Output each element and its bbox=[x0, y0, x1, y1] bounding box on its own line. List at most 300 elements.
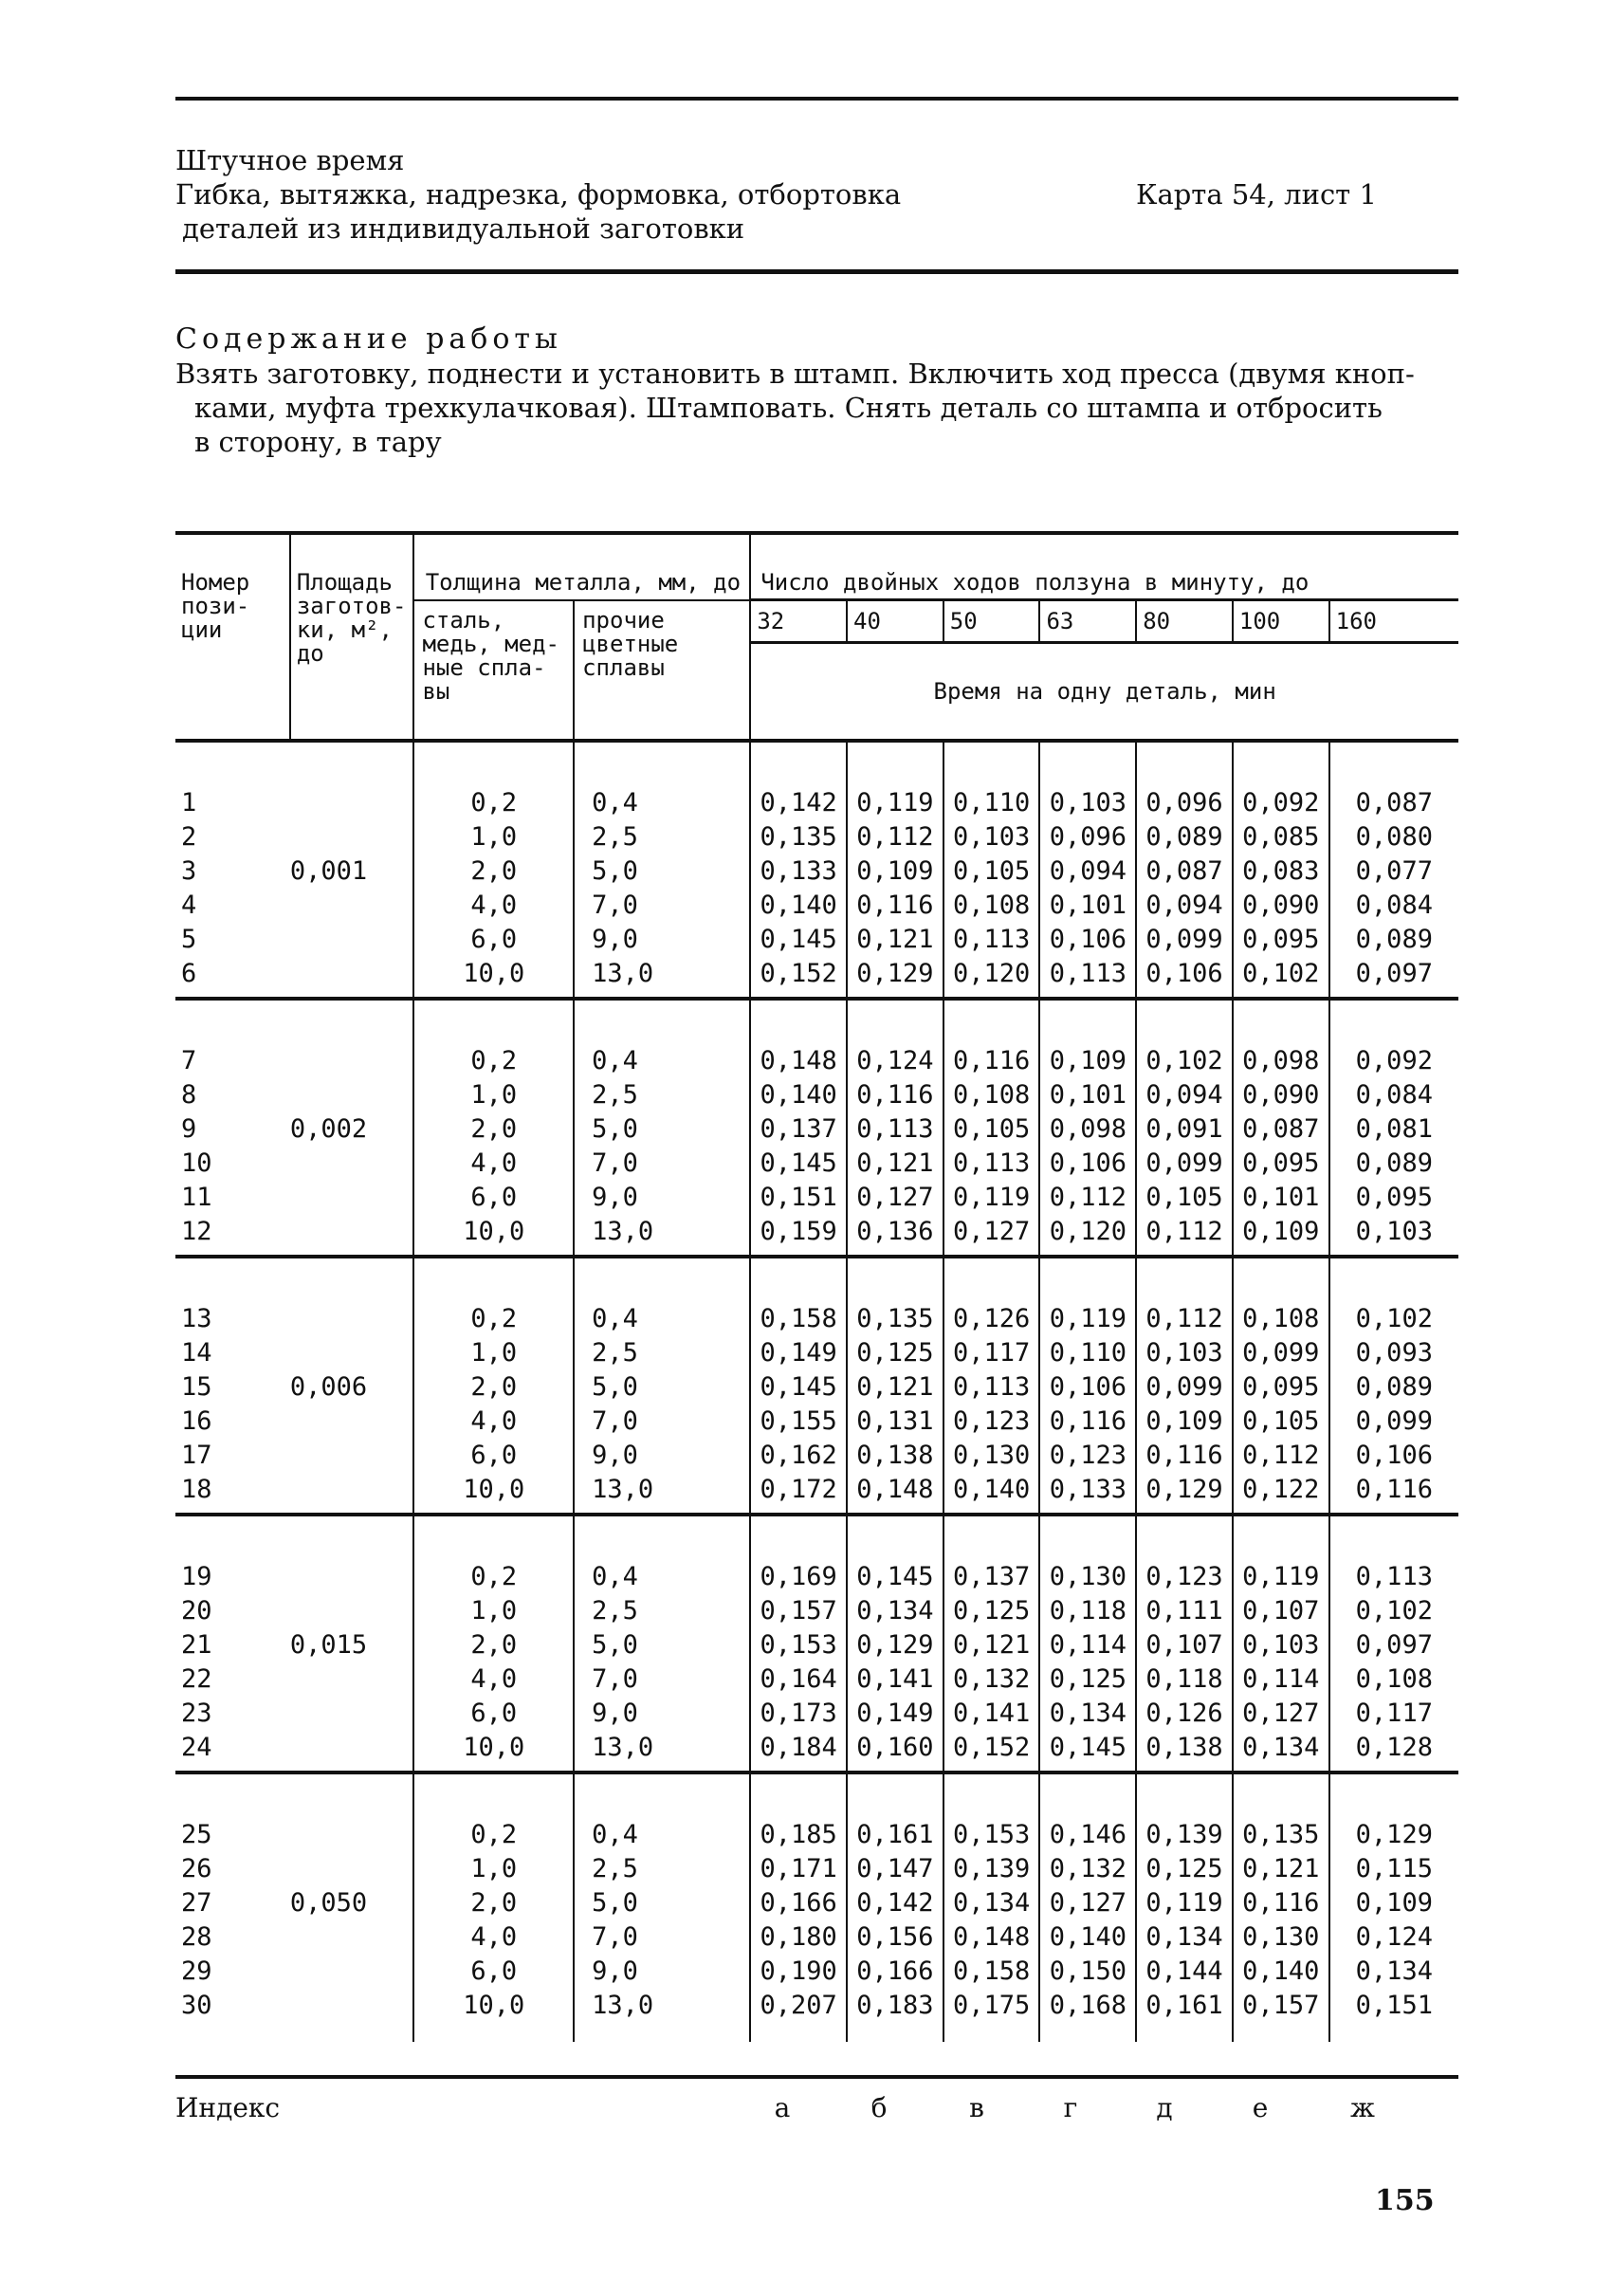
time-value: 0,112 bbox=[847, 820, 943, 854]
table-row bbox=[175, 889, 1458, 923]
time-value: 0,087 bbox=[1233, 1112, 1329, 1147]
rpm-32: 32 bbox=[750, 600, 847, 643]
position-number: 28 bbox=[181, 1922, 212, 1952]
card-number: Карта 54, лист 1 bbox=[1136, 178, 1377, 211]
thickness-other: 5,0 bbox=[574, 1628, 750, 1662]
time-value: 0,103 bbox=[1355, 1217, 1433, 1246]
time-value: 0,151 bbox=[1355, 1991, 1433, 2020]
time-value: 0,121 bbox=[1233, 1852, 1329, 1886]
time-value: 0,140 bbox=[1039, 1920, 1136, 1955]
header-line-3: деталей из индивидуальной заготовки bbox=[182, 212, 745, 245]
time-value: 0,180 bbox=[750, 1920, 847, 1955]
time-value: 0,153 bbox=[750, 1628, 847, 1662]
area-value bbox=[290, 786, 414, 820]
rpm-80: 80 bbox=[1136, 600, 1233, 643]
rpm-40: 40 bbox=[847, 600, 943, 643]
time-value: 0,130 bbox=[943, 1439, 1040, 1473]
thickness-steel: 6,0 bbox=[413, 1955, 574, 1989]
col-header-steel: сталь, медь, мед- ные спла- вы bbox=[413, 600, 574, 740]
time-value: 0,129 bbox=[1136, 1473, 1233, 1507]
thickness-other: 2,5 bbox=[574, 1852, 750, 1886]
thickness-other: 7,0 bbox=[574, 889, 750, 923]
time-value: 0,161 bbox=[1136, 1989, 1233, 2023]
thickness-other: 13,0 bbox=[574, 1731, 750, 1765]
time-value: 0,121 bbox=[847, 1370, 943, 1405]
time-value: 0,133 bbox=[750, 854, 847, 889]
time-value: 0,096 bbox=[1039, 820, 1136, 854]
time-value: 0,138 bbox=[847, 1439, 943, 1473]
content-title: Содержание работы bbox=[175, 322, 562, 356]
thickness-steel: 10,0 bbox=[413, 957, 574, 991]
area-value bbox=[290, 1405, 414, 1439]
time-value: 0,108 bbox=[943, 1078, 1040, 1112]
time-value: 0,119 bbox=[1233, 1560, 1329, 1594]
time-value: 0,148 bbox=[750, 1044, 847, 1078]
row-group bbox=[175, 1515, 1458, 1773]
time-value: 0,183 bbox=[847, 1989, 943, 2023]
thickness-steel: 1,0 bbox=[413, 1852, 574, 1886]
position-number: 18 bbox=[181, 1475, 212, 1504]
rpm-63: 63 bbox=[1039, 600, 1136, 643]
time-value: 0,089 bbox=[1136, 820, 1233, 854]
time-value: 0,125 bbox=[943, 1594, 1040, 1628]
area-value bbox=[290, 1473, 414, 1507]
table-row bbox=[175, 1628, 1458, 1662]
time-value: 0,114 bbox=[1039, 1628, 1136, 1662]
time-value: 0,125 bbox=[1039, 1662, 1136, 1697]
time-value: 0,106 bbox=[1039, 1147, 1136, 1181]
time-value: 0,132 bbox=[1039, 1852, 1136, 1886]
table-row bbox=[175, 1044, 1458, 1078]
time-value: 0,095 bbox=[1233, 1370, 1329, 1405]
time-value: 0,111 bbox=[1136, 1594, 1233, 1628]
thickness-steel: 2,0 bbox=[413, 1886, 574, 1920]
time-value: 0,077 bbox=[1355, 856, 1433, 886]
time-value: 0,109 bbox=[1039, 1044, 1136, 1078]
time-label: Время на одну деталь, мин bbox=[933, 677, 1276, 705]
index-label: Индекс bbox=[175, 2092, 281, 2123]
position-number: 13 bbox=[181, 1304, 212, 1333]
time-value: 0,145 bbox=[750, 1370, 847, 1405]
position-number: 10 bbox=[181, 1148, 212, 1178]
time-value: 0,084 bbox=[1355, 891, 1433, 920]
time-value: 0,102 bbox=[1355, 1304, 1433, 1333]
time-value: 0,129 bbox=[847, 957, 943, 991]
time-value: 0,125 bbox=[1136, 1852, 1233, 1886]
top-rule bbox=[175, 97, 1458, 101]
area-value bbox=[290, 1181, 414, 1215]
time-value: 0,169 bbox=[750, 1560, 847, 1594]
time-value: 0,158 bbox=[943, 1955, 1040, 1989]
time-value: 0,106 bbox=[1039, 923, 1136, 957]
time-value: 0,141 bbox=[943, 1697, 1040, 1731]
rpm-160: 160 bbox=[1329, 600, 1458, 643]
area-value bbox=[290, 957, 414, 991]
thickness-steel: 10,0 bbox=[413, 1215, 574, 1249]
area-value bbox=[290, 1955, 414, 1989]
time-value: 0,134 bbox=[1136, 1920, 1233, 1955]
position-number: 16 bbox=[181, 1406, 212, 1436]
time-value: 0,148 bbox=[943, 1920, 1040, 1955]
thickness-steel: 4,0 bbox=[413, 1405, 574, 1439]
time-value: 0,101 bbox=[1233, 1181, 1329, 1215]
time-value: 0,173 bbox=[750, 1697, 847, 1731]
time-value: 0,164 bbox=[750, 1662, 847, 1697]
time-value: 0,112 bbox=[1136, 1302, 1233, 1336]
time-value: 0,109 bbox=[1233, 1215, 1329, 1249]
col-header-other: прочие цветные сплавы bbox=[574, 600, 750, 740]
time-value: 0,101 bbox=[1039, 1078, 1136, 1112]
time-value: 0,099 bbox=[1136, 1147, 1233, 1181]
time-value: 0,137 bbox=[750, 1112, 847, 1147]
table-row bbox=[175, 923, 1458, 957]
time-value: 0,114 bbox=[1233, 1662, 1329, 1697]
content-line: ками, муфта трехкулачковая). Штамповать. Снять деталь со штампа и отбросить bbox=[194, 392, 1383, 424]
time-value: 0,123 bbox=[1039, 1439, 1136, 1473]
table-row bbox=[175, 1405, 1458, 1439]
position-number: 21 bbox=[181, 1630, 212, 1660]
time-value: 0,107 bbox=[1136, 1628, 1233, 1662]
time-value: 0,097 bbox=[1355, 1630, 1433, 1660]
time-value: 0,156 bbox=[847, 1920, 943, 1955]
time-value: 0,101 bbox=[1039, 889, 1136, 923]
time-value: 0,152 bbox=[943, 1731, 1040, 1765]
time-value: 0,161 bbox=[847, 1818, 943, 1852]
time-value: 0,092 bbox=[1233, 786, 1329, 820]
time-value: 0,095 bbox=[1355, 1183, 1433, 1212]
area-value bbox=[290, 1078, 414, 1112]
position-number: 5 bbox=[181, 925, 197, 954]
time-value: 0,150 bbox=[1039, 1955, 1136, 1989]
area-value bbox=[290, 820, 414, 854]
thickness-steel: 0,2 bbox=[413, 1044, 574, 1078]
area-value bbox=[290, 889, 414, 923]
table-row bbox=[175, 854, 1458, 889]
area-value bbox=[290, 923, 414, 957]
time-value: 0,094 bbox=[1039, 854, 1136, 889]
index-b: б bbox=[870, 2092, 888, 2123]
time-value: 0,126 bbox=[1136, 1697, 1233, 1731]
thickness-other: 0,4 bbox=[574, 1302, 750, 1336]
area-value: 0,050 bbox=[290, 1886, 414, 1920]
content-text bbox=[175, 357, 1456, 459]
thickness-steel: 0,2 bbox=[413, 1302, 574, 1336]
time-value: 0,113 bbox=[847, 1112, 943, 1147]
area-value bbox=[290, 1147, 414, 1181]
row-group bbox=[175, 1773, 1458, 2042]
time-value: 0,134 bbox=[1233, 1731, 1329, 1765]
time-value: 0,138 bbox=[1136, 1731, 1233, 1765]
time-value: 0,110 bbox=[1039, 1336, 1136, 1370]
time-value: 0,116 bbox=[847, 889, 943, 923]
thickness-other: 7,0 bbox=[574, 1147, 750, 1181]
row-group bbox=[175, 741, 1458, 999]
thickness-other: 13,0 bbox=[574, 1215, 750, 1249]
area-value bbox=[290, 1697, 414, 1731]
position-number: 26 bbox=[181, 1854, 212, 1883]
position-number: 20 bbox=[181, 1596, 212, 1626]
thickness-steel: 4,0 bbox=[413, 1920, 574, 1955]
time-value: 0,134 bbox=[847, 1594, 943, 1628]
time-value: 0,121 bbox=[847, 1147, 943, 1181]
time-value: 0,108 bbox=[1355, 1664, 1433, 1694]
time-value: 0,145 bbox=[847, 1560, 943, 1594]
position-number: 1 bbox=[181, 788, 197, 817]
index-a: а bbox=[774, 2092, 791, 2123]
position-number: 6 bbox=[181, 959, 197, 988]
time-value: 0,099 bbox=[1233, 1336, 1329, 1370]
area-value bbox=[290, 1439, 414, 1473]
time-value: 0,124 bbox=[847, 1044, 943, 1078]
time-value: 0,097 bbox=[1355, 959, 1433, 988]
table-row bbox=[175, 1955, 1458, 1989]
thickness-steel: 10,0 bbox=[413, 1989, 574, 2023]
index-row bbox=[175, 2092, 1458, 2130]
time-value: 0,089 bbox=[1355, 1148, 1433, 1178]
area-value: 0,002 bbox=[290, 1112, 414, 1147]
time-value: 0,106 bbox=[1136, 957, 1233, 991]
time-value: 0,168 bbox=[1039, 1989, 1136, 2023]
table-row bbox=[175, 1370, 1458, 1405]
thickness-steel: 2,0 bbox=[413, 1628, 574, 1662]
time-value: 0,115 bbox=[1355, 1854, 1433, 1883]
time-value: 0,119 bbox=[943, 1181, 1040, 1215]
time-value: 0,133 bbox=[1039, 1473, 1136, 1507]
time-value: 0,116 bbox=[1355, 1475, 1433, 1504]
time-value: 0,099 bbox=[1355, 1406, 1433, 1436]
thickness-steel: 6,0 bbox=[413, 1439, 574, 1473]
thickness-other: 5,0 bbox=[574, 1370, 750, 1405]
time-value: 0,119 bbox=[1039, 1302, 1136, 1336]
time-value: 0,120 bbox=[943, 957, 1040, 991]
time-value: 0,149 bbox=[847, 1697, 943, 1731]
thickness-other: 2,5 bbox=[574, 1594, 750, 1628]
norms-table bbox=[175, 531, 1458, 2042]
time-value: 0,141 bbox=[847, 1662, 943, 1697]
time-value: 0,127 bbox=[943, 1215, 1040, 1249]
position-number: 24 bbox=[181, 1733, 212, 1762]
time-value: 0,084 bbox=[1355, 1080, 1433, 1110]
time-value: 0,106 bbox=[1355, 1441, 1433, 1470]
table-row bbox=[175, 1731, 1458, 1765]
position-number: 4 bbox=[181, 891, 197, 920]
page-number: 155 bbox=[1375, 2184, 1435, 2217]
time-value: 0,166 bbox=[847, 1955, 943, 1989]
time-value: 0,127 bbox=[1233, 1697, 1329, 1731]
area-value bbox=[290, 1336, 414, 1370]
thickness-steel: 6,0 bbox=[413, 1697, 574, 1731]
time-value: 0,139 bbox=[1136, 1818, 1233, 1852]
position-number: 14 bbox=[181, 1338, 212, 1368]
time-value: 0,127 bbox=[847, 1181, 943, 1215]
position-number: 22 bbox=[181, 1664, 212, 1694]
time-value: 0,112 bbox=[1039, 1181, 1136, 1215]
thickness-other: 2,5 bbox=[574, 1336, 750, 1370]
thickness-steel: 2,0 bbox=[413, 1370, 574, 1405]
col-header-thickness: Толщина металла, мм, до bbox=[413, 533, 750, 600]
area-value bbox=[290, 1989, 414, 2023]
header-rule-bottom bbox=[175, 269, 1458, 274]
position-number: 25 bbox=[181, 1820, 212, 1849]
time-value: 0,130 bbox=[1233, 1920, 1329, 1955]
time-value: 0,080 bbox=[1355, 822, 1433, 852]
area-value: 0,001 bbox=[290, 854, 414, 889]
thickness-steel: 0,2 bbox=[413, 786, 574, 820]
time-value: 0,089 bbox=[1355, 925, 1433, 954]
time-value: 0,140 bbox=[1233, 1955, 1329, 1989]
time-value: 0,105 bbox=[943, 1112, 1040, 1147]
thickness-other: 2,5 bbox=[574, 820, 750, 854]
thickness-other: 2,5 bbox=[574, 1078, 750, 1112]
time-value: 0,119 bbox=[847, 786, 943, 820]
thickness-steel: 4,0 bbox=[413, 889, 574, 923]
time-value: 0,103 bbox=[1136, 1336, 1233, 1370]
index-e: е bbox=[1252, 2092, 1269, 2123]
time-value: 0,110 bbox=[943, 786, 1040, 820]
time-value: 0,103 bbox=[943, 820, 1040, 854]
time-value: 0,129 bbox=[847, 1628, 943, 1662]
time-value: 0,108 bbox=[943, 889, 1040, 923]
time-value: 0,120 bbox=[1039, 1215, 1136, 1249]
time-value: 0,144 bbox=[1136, 1955, 1233, 1989]
time-value: 0,126 bbox=[943, 1302, 1040, 1336]
thickness-steel: 1,0 bbox=[413, 1078, 574, 1112]
time-value: 0,123 bbox=[943, 1405, 1040, 1439]
time-value: 0,137 bbox=[943, 1560, 1040, 1594]
table-row bbox=[175, 1439, 1458, 1473]
thickness-other: 5,0 bbox=[574, 854, 750, 889]
time-value: 0,158 bbox=[750, 1302, 847, 1336]
row-group bbox=[175, 1257, 1458, 1515]
time-value: 0,096 bbox=[1136, 786, 1233, 820]
thickness-other: 0,4 bbox=[574, 1818, 750, 1852]
time-value: 0,136 bbox=[847, 1215, 943, 1249]
table-row bbox=[175, 1594, 1458, 1628]
area-value bbox=[290, 1594, 414, 1628]
thickness-steel: 1,0 bbox=[413, 1336, 574, 1370]
index-zh: ж bbox=[1350, 2092, 1375, 2123]
area-value bbox=[290, 1044, 414, 1078]
area-value bbox=[290, 1852, 414, 1886]
time-value: 0,124 bbox=[1355, 1922, 1433, 1952]
area-value: 0,006 bbox=[290, 1370, 414, 1405]
rpm-100: 100 bbox=[1233, 600, 1329, 643]
time-value: 0,140 bbox=[943, 1473, 1040, 1507]
thickness-steel: 1,0 bbox=[413, 820, 574, 854]
position-number: 27 bbox=[181, 1888, 212, 1918]
position-number: 15 bbox=[181, 1372, 212, 1402]
position-number: 12 bbox=[181, 1217, 212, 1246]
position-number: 30 bbox=[181, 1991, 212, 2020]
position-number: 3 bbox=[181, 856, 197, 886]
time-value: 0,109 bbox=[1355, 1888, 1433, 1918]
time-value: 0,134 bbox=[1039, 1697, 1136, 1731]
time-value: 0,157 bbox=[750, 1594, 847, 1628]
time-value: 0,116 bbox=[1136, 1439, 1233, 1473]
table-row bbox=[175, 1302, 1458, 1336]
table-bottom-rule bbox=[175, 2075, 1458, 2079]
time-value: 0,119 bbox=[1136, 1886, 1233, 1920]
time-value: 0,112 bbox=[1233, 1439, 1329, 1473]
time-value: 0,090 bbox=[1233, 1078, 1329, 1112]
time-value: 0,102 bbox=[1233, 957, 1329, 991]
content-line: в сторону, в тару bbox=[194, 426, 442, 458]
thickness-steel: 2,0 bbox=[413, 854, 574, 889]
header-line-1: Штучное время bbox=[175, 144, 405, 176]
area-value bbox=[290, 1818, 414, 1852]
time-value: 0,093 bbox=[1355, 1338, 1433, 1368]
index-g: г bbox=[1063, 2092, 1078, 2123]
time-value: 0,145 bbox=[1039, 1731, 1136, 1765]
time-value: 0,127 bbox=[1039, 1886, 1136, 1920]
time-value: 0,094 bbox=[1136, 889, 1233, 923]
thickness-steel: 4,0 bbox=[413, 1662, 574, 1697]
time-value: 0,157 bbox=[1233, 1989, 1329, 2023]
table-row bbox=[175, 1473, 1458, 1507]
time-value: 0,135 bbox=[847, 1302, 943, 1336]
time-value: 0,094 bbox=[1136, 1078, 1233, 1112]
thickness-other: 7,0 bbox=[574, 1662, 750, 1697]
time-value: 0,184 bbox=[750, 1731, 847, 1765]
area-value bbox=[290, 1920, 414, 1955]
time-value: 0,132 bbox=[943, 1662, 1040, 1697]
col-header-rpm: Число двойных ходов ползуна в минуту, до bbox=[750, 533, 1458, 600]
time-value: 0,107 bbox=[1233, 1594, 1329, 1628]
area-value bbox=[290, 1302, 414, 1336]
time-value: 0,140 bbox=[750, 1078, 847, 1112]
header-line-2: Гибка, вытяжка, надрезка, формовка, отбортовка bbox=[175, 178, 902, 211]
time-value: 0,129 bbox=[1355, 1820, 1433, 1849]
time-value: 0,117 bbox=[943, 1336, 1040, 1370]
time-value: 0,103 bbox=[1039, 786, 1136, 820]
position-number: 8 bbox=[181, 1080, 197, 1110]
position-number: 7 bbox=[181, 1046, 197, 1075]
time-value: 0,162 bbox=[750, 1439, 847, 1473]
index-v: в bbox=[969, 2092, 984, 2123]
thickness-other: 9,0 bbox=[574, 923, 750, 957]
area-value bbox=[290, 1215, 414, 1249]
index-d: д bbox=[1156, 2092, 1173, 2123]
thickness-other: 5,0 bbox=[574, 1112, 750, 1147]
thickness-steel: 10,0 bbox=[413, 1473, 574, 1507]
time-value: 0,089 bbox=[1355, 1372, 1433, 1402]
time-value: 0,087 bbox=[1136, 854, 1233, 889]
time-value: 0,085 bbox=[1233, 820, 1329, 854]
content-line: Взять заготовку, поднести и установить в штамп. Включить ход пресса (двумя кноп- bbox=[175, 358, 1415, 390]
time-value: 0,098 bbox=[1233, 1044, 1329, 1078]
time-value: 0,155 bbox=[750, 1405, 847, 1439]
position-number: 23 bbox=[181, 1699, 212, 1728]
thickness-other: 9,0 bbox=[574, 1697, 750, 1731]
thickness-steel: 10,0 bbox=[413, 1731, 574, 1765]
time-value: 0,112 bbox=[1136, 1215, 1233, 1249]
thickness-other: 9,0 bbox=[574, 1439, 750, 1473]
table-row bbox=[175, 1989, 1458, 2023]
time-value: 0,135 bbox=[750, 820, 847, 854]
thickness-other: 9,0 bbox=[574, 1181, 750, 1215]
table-row bbox=[175, 1181, 1458, 1215]
time-value: 0,142 bbox=[750, 786, 847, 820]
thickness-other: 13,0 bbox=[574, 1473, 750, 1507]
thickness-other: 7,0 bbox=[574, 1920, 750, 1955]
time-value: 0,102 bbox=[1136, 1044, 1233, 1078]
time-value: 0,113 bbox=[1039, 957, 1136, 991]
time-value: 0,102 bbox=[1355, 1596, 1433, 1626]
area-value bbox=[290, 1662, 414, 1697]
thickness-steel: 4,0 bbox=[413, 1147, 574, 1181]
time-value: 0,099 bbox=[1136, 923, 1233, 957]
table-row bbox=[175, 1920, 1458, 1955]
